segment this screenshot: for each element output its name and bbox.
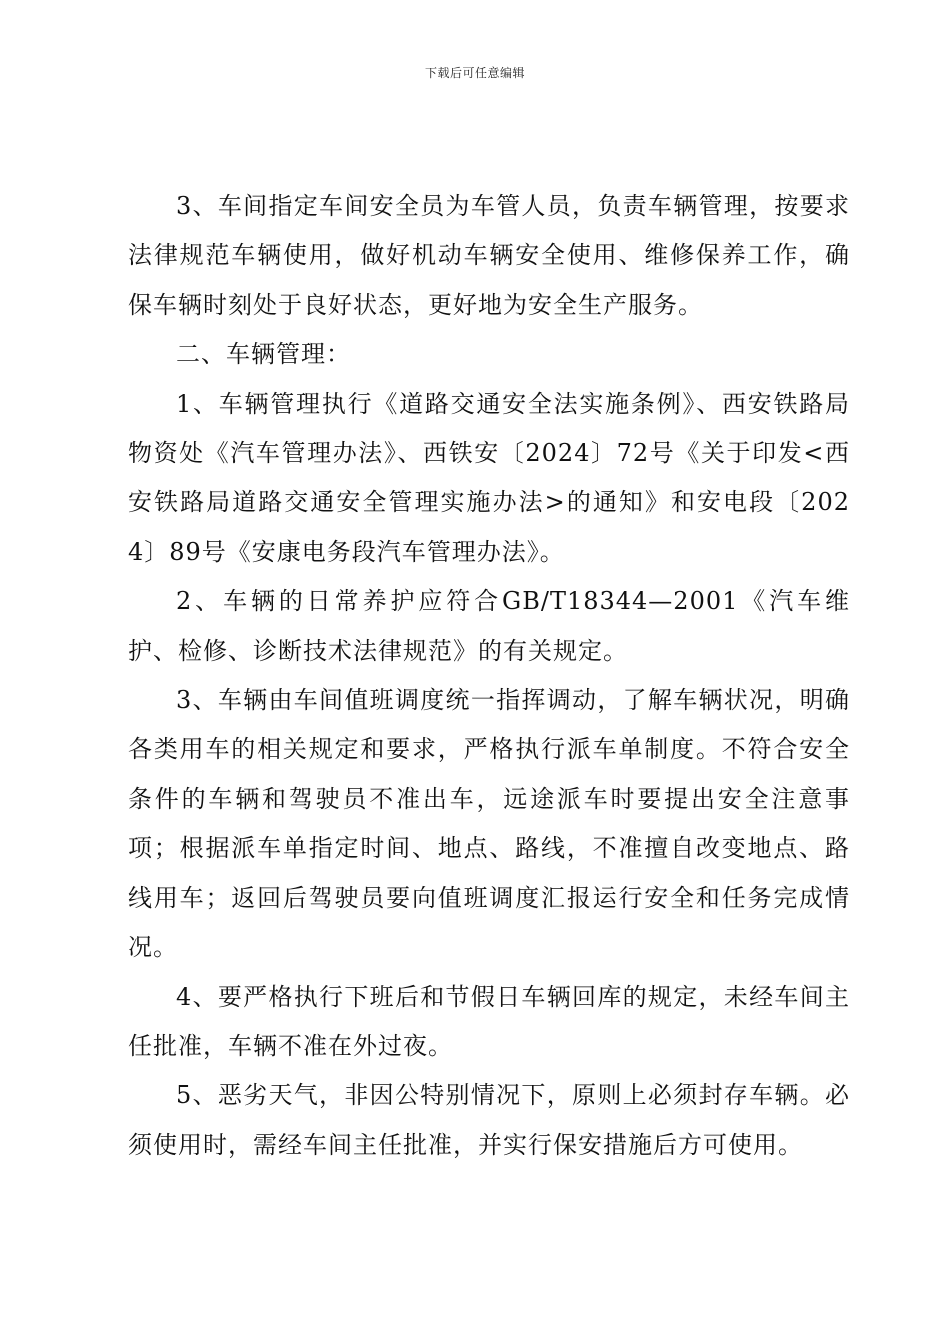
paragraph-item-5-bad-weather: 5、恶劣天气，非因公特别情况下，原则上必须封存车辆。必须使用时，需经车间主任批准，并实行保安措施后方可使用。	[128, 1081, 850, 1159]
header-note: 下载后可任意编辑	[424, 66, 525, 80]
paragraph-item-3-vehicle-manager: 3、车间指定车间安全员为车管人员，负责车辆管理，按要求法律规范车辆使用，做好机动车辆安全使用、维修保养工作，确保车辆时刻处于良好状态，更好地为安全生产服务。	[128, 192, 850, 319]
paragraph-item-1-regulations: 1、车辆管理执行《道路交通安全法实施条例》、西安铁路局物资处《汽车管理办法》、西铁安〔2024〕72号《关于印发<西安铁路局道路交通安全管理实施办法>的通知》和安电段〔2024〕89号《安康电务段汽车管理办法》。	[128, 389, 850, 566]
paragraph-item-4-return-rules: 4、要严格执行下班后和节假日车辆回库的规定，未经车间主任批准，车辆不准在外过夜。	[128, 982, 850, 1060]
document-body	[128, 182, 850, 1170]
paragraph-item-2-maintenance-standard: 2、车辆的日常养护应符合GB/T18344—2001《汽车维护、检修、诊断技术法律规范》的有关规定。	[128, 587, 850, 665]
paragraph-item-3-dispatch: 3、车辆由车间值班调度统一指挥调动，了解车辆状况，明确各类用车的相关规定和要求，严格执行派车单制度。不符合安全条件的车辆和驾驶员不准出车，远途派车时要提出安全注意事项；根据派车单指定时间、地点、路线，不准擅自改变地点、路线用车；返回后驾驶员要向值班调度汇报运行安全和任务完成情况。	[128, 686, 850, 962]
section-heading-vehicle-management: 二、车辆管理：	[176, 340, 351, 369]
